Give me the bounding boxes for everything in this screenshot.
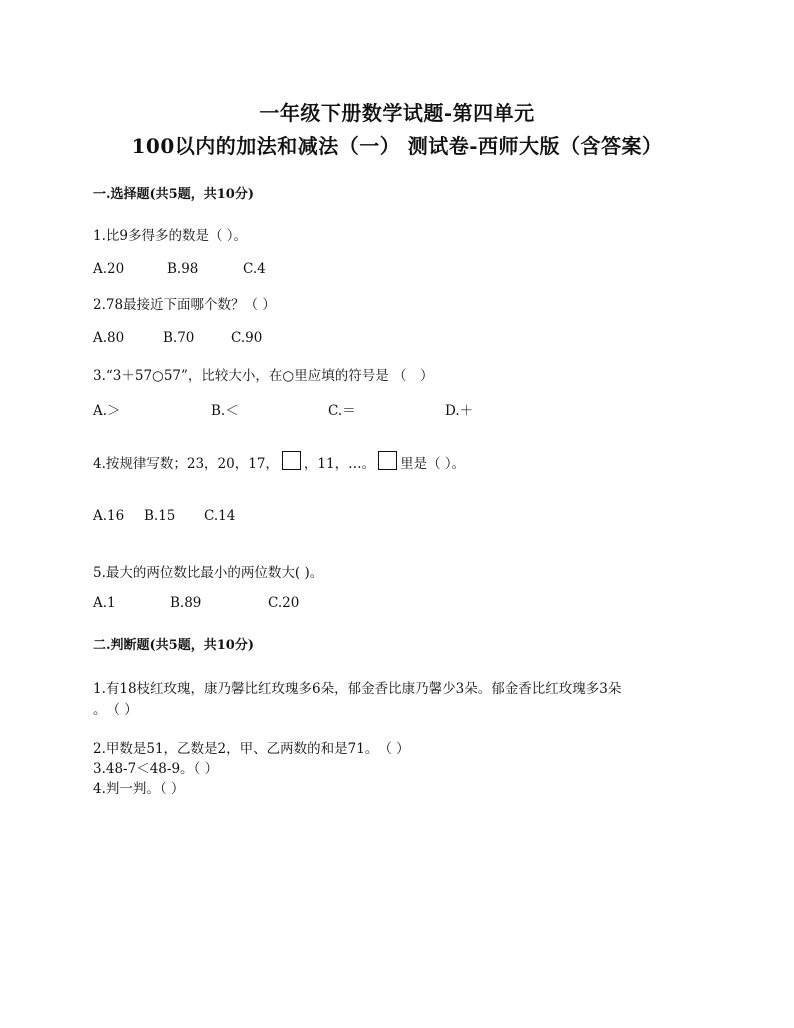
question-2-1-line-2: 。 （ ） bbox=[93, 702, 138, 718]
q1-2-option-a: A.80 bbox=[93, 330, 125, 346]
q1-4-prefix: 4.按规律写数；23，20，17， bbox=[93, 456, 279, 472]
question-1-4 bbox=[93, 451, 465, 472]
blank-box bbox=[378, 451, 397, 470]
q1-5-option-a: A.1 bbox=[93, 595, 116, 611]
q1-2-option-c: C.90 bbox=[231, 330, 263, 346]
question-1-3: 3.“3＋57○57”，比较大小，在○里应填的符号是 （ ） bbox=[93, 368, 434, 384]
q1-1-option-c: C.4 bbox=[243, 261, 266, 277]
q1-5-option-c: C.20 bbox=[268, 595, 300, 611]
question-1-1: 1.比9多得多的数是（ ）。 bbox=[93, 228, 248, 244]
section-1-heading: 一.选择题(共5题，共10分) bbox=[93, 187, 254, 202]
q1-4-option-b: B.15 bbox=[144, 508, 176, 524]
q1-3-option-c: C.＝ bbox=[328, 403, 356, 419]
q1-1-option-a: A.20 bbox=[93, 261, 125, 277]
blank-box bbox=[282, 451, 301, 470]
q1-5-option-b: B.89 bbox=[170, 595, 202, 611]
question-1-2: 2.78最接近下面哪个数？（ ） bbox=[93, 297, 276, 313]
question-1-5: 5.最大的两位数比最小的两位数大( )。 bbox=[93, 565, 324, 581]
document-title-line-2: 100以内的加法和减法（一） 测试卷-西师大版（含答案） bbox=[131, 134, 663, 158]
question-2-2: 2.甲数是51，乙数是2，甲、乙两数的和是71。 （ ） bbox=[93, 741, 410, 757]
section-2-heading: 二.判断题(共5题，共10分) bbox=[93, 638, 254, 653]
q1-1-option-b: B.98 bbox=[167, 261, 199, 277]
q1-3-option-a: A.＞ bbox=[93, 403, 121, 419]
q1-4-option-c: C.14 bbox=[204, 508, 236, 524]
q1-4-option-a: A.16 bbox=[93, 508, 125, 524]
document-title-line-1: 一年级下册数学试题-第四单元 bbox=[259, 101, 535, 125]
question-2-1-line-1: 1.有18枝红玫瑰，康乃馨比红玫瑰多6朵，郁金香比康乃馨少3朵。郁金香比红玫瑰多3朵 bbox=[93, 681, 622, 697]
q1-4-middle: ，11，…。 bbox=[303, 456, 376, 472]
question-2-4: 4.判一判。（ ） bbox=[93, 781, 185, 797]
q1-3-option-d: D.＋ bbox=[445, 403, 474, 419]
q1-4-suffix: 里是（ ）。 bbox=[400, 456, 466, 472]
question-2-3: 3.48-7＜48-9。（ ） bbox=[93, 761, 219, 777]
q1-2-option-b: B.70 bbox=[163, 330, 195, 346]
q1-3-option-b: B.＜ bbox=[211, 403, 239, 419]
